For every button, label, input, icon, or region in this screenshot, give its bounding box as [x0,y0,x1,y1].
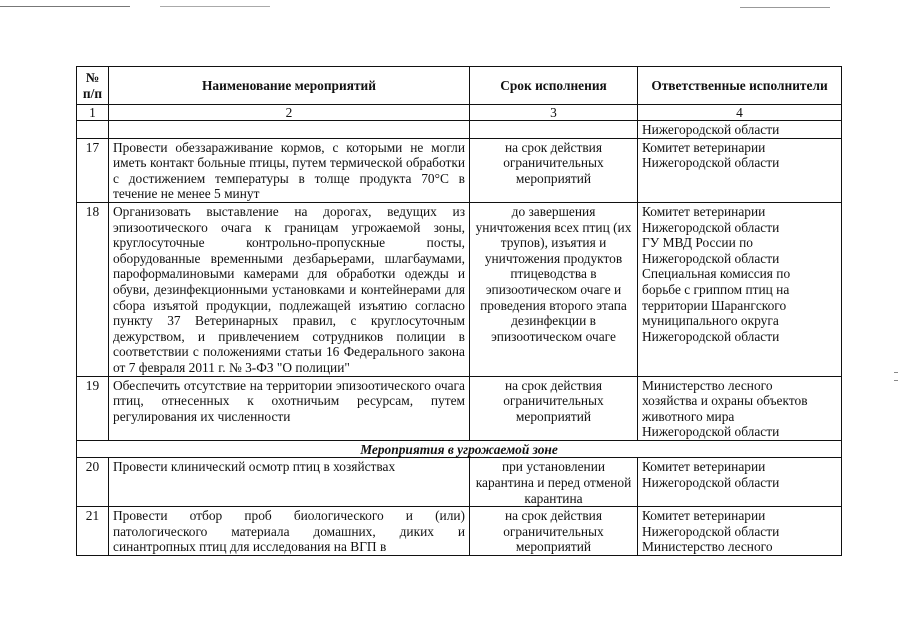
responsible-cell [638,202,842,376]
table-cell [470,121,638,139]
responsible-line: Министерство лесного [642,539,773,555]
table-row [77,376,842,440]
responsible-line: муниципального округа [642,313,779,329]
activity-text: Провести обеззараживание кормов, с которыми не могли иметь контакт больные птицы, путем термической обработки с достижением температуры в толще продукта 70°С в течение не менее 5 минут [109,138,470,202]
column-number: 3 [470,105,638,121]
responsible-line: Специальная комиссия по [642,266,791,282]
responsible-cell [638,507,842,556]
responsible-line: Комитет ветеринарии [642,139,766,155]
activity-text: Организовать выставление на дорогах, ведущих из эпизоотического очага к границам угрожаемой зоны, круглосуточные контрольно-пропускные посты, оборудованные временными дезбарьерами, шлагбаумами, пароформалиновыми камерами для обработки одежды и обуви, дезинфекционными установками и контейнерами для сбора изъятой продукции, подлежащей изъятию согласно пункту 37 Ветеринарных правил, с круглосуточным дежурством, и привлечением сотрудников полиции в соответствии с положениями статьи 16 Федерального закона от 7 февраля 2011 г. № 3-ФЗ "О полиции" [109,202,470,376]
table-cell [77,121,109,139]
responsible-line: Министерство лесного [642,377,773,393]
column-number-row [77,105,842,121]
deadline-text: на срок действия ограничительных мероприятий [470,138,638,202]
carry-over-row [77,121,842,139]
responsible-line: Нижегородской области [642,475,780,491]
responsible-line: Нижегородской области [642,250,780,266]
header-name: Наименование мероприятий [109,67,470,105]
table-row [77,458,842,507]
table-cell [109,121,470,139]
table-row [77,138,842,202]
row-number: 17 [77,138,109,202]
section-row [77,440,842,458]
activity-text: Провести клинический осмотр птиц в хозяйствах [109,458,470,507]
table-row [77,507,842,556]
responsible-line: Комитет ветеринарии [642,508,766,524]
header-num: № п/п [77,67,109,105]
column-number: 2 [109,105,470,121]
deadline-text: на срок действия ограничительных мероприятий [470,507,638,556]
responsible-line: Комитет ветеринарии [642,459,766,475]
deadline-text: при установлении карантина и перед отменой карантина [470,458,638,507]
scan-artifact [0,6,130,7]
responsible-line: территории Шарангского [642,297,787,313]
responsible-line: ГУ МВД России по [642,235,753,251]
responsible-line: Нижегородской области [642,155,780,171]
measures-table [76,66,842,556]
table-row [77,202,842,376]
row-number: 21 [77,507,109,556]
scan-artifact [894,372,898,373]
responsible-line: Нижегородской области [642,523,780,539]
row-number: 20 [77,458,109,507]
responsible-line: Нижегородской области [642,328,780,344]
responsible-line: Нижегородской области [642,219,780,235]
header-deadline: Срок исполнения [470,67,638,105]
carry-over-responsible: Нижегородской области [638,121,842,139]
scan-artifact [160,6,270,7]
responsible-line: животного мира [642,408,735,424]
responsible-line: Комитет ветеринарии [642,203,766,219]
deadline-text: на срок действия ограничительных мероприятий [470,376,638,440]
deadline-text: до завершения уничтожения всех птиц (их трупов), изъятия и уничтожения продуктов птицеводства в эпизоотическом очаге и проведения второго этапа дезинфекции в эпизоотическом очаге [470,202,638,376]
responsible-line: Нижегородской области [642,424,780,440]
responsible-cell [638,458,842,507]
responsible-cell [638,138,842,202]
activity-text: Обеспечить отсутствие на территории эпизоотического очага птиц, отнесенных к охотничьим ресурсам, путем регулирования их численности [109,376,470,440]
responsible-cell [638,376,842,440]
section-title: Мероприятия в угрожаемой зоне [77,440,842,458]
row-number: 18 [77,202,109,376]
scan-artifact [894,380,898,381]
column-number: 4 [638,105,842,121]
scan-artifact [740,7,830,8]
responsible-line: борьбе с гриппом птиц на [642,281,790,297]
header-responsible: Ответственные исполнители [638,67,842,105]
column-number: 1 [77,105,109,121]
header-row [77,67,842,105]
responsible-line: хозяйства и охраны объектов [642,393,808,409]
row-number: 19 [77,376,109,440]
activity-text: Провести отбор проб биологического и (или) патологического материала домашних, диких и синантропных птиц для исследования на ВГП в [109,507,470,556]
